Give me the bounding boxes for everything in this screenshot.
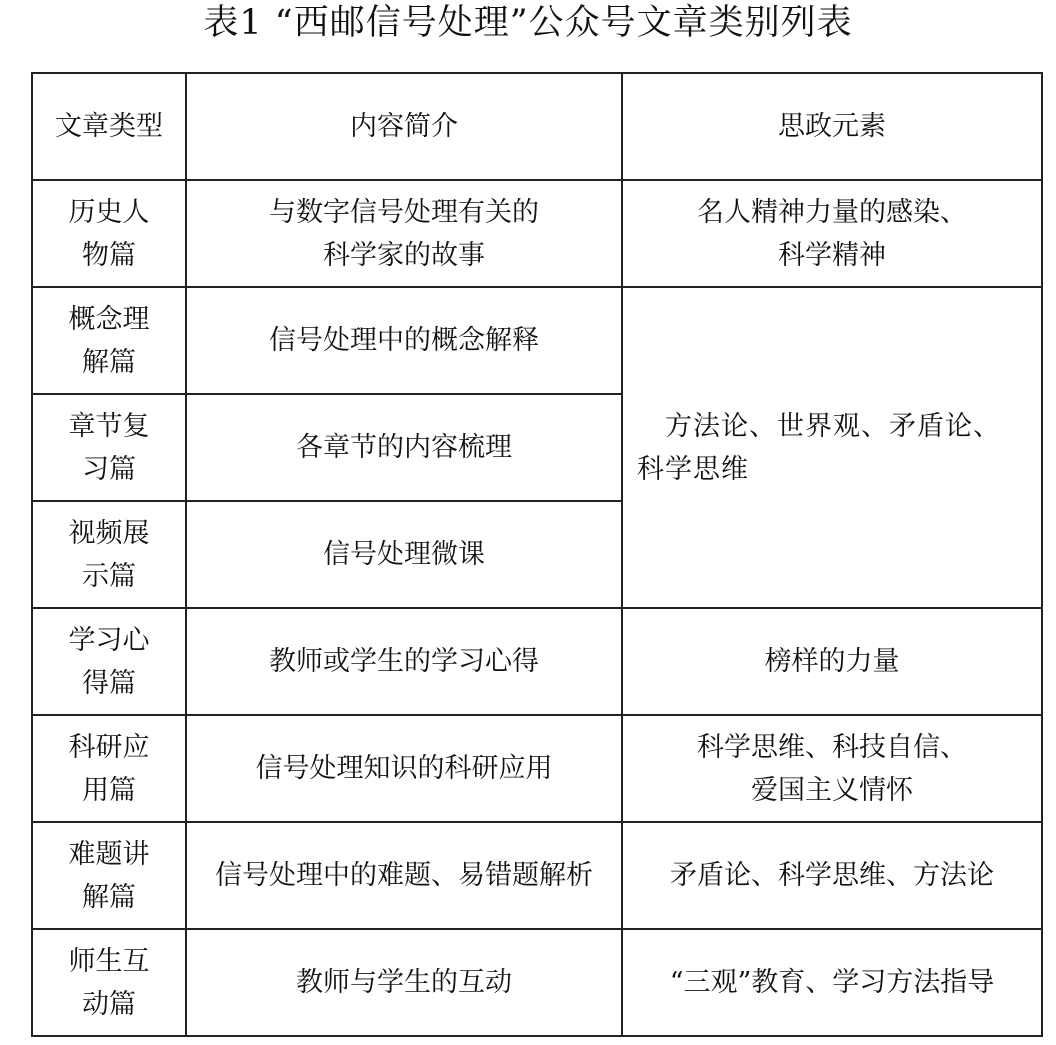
cell-article-type: 章节复 习篇 <box>32 394 186 501</box>
cell-content-summary: 信号处理微课 <box>186 501 622 608</box>
cell-ideological-elements: 科学思维、科技自信、 爱国主义情怀 <box>622 715 1042 822</box>
cell-content-summary: 信号处理中的难题、易错题解析 <box>186 822 622 929</box>
table-row <box>32 822 1042 929</box>
cell-ideological-elements: “三观”教育、学习方法指导 <box>622 929 1042 1036</box>
cell-content-summary: 各章节的内容梳理 <box>186 394 622 501</box>
table-row <box>32 180 1042 287</box>
cell-article-type: 历史人 物篇 <box>32 180 186 287</box>
cell-ideological-elements: 矛盾论、科学思维、方法论 <box>622 822 1042 929</box>
cell-content-summary: 教师或学生的学习心得 <box>186 608 622 715</box>
table-row <box>32 715 1042 822</box>
cell-content-summary: 信号处理知识的科研应用 <box>186 715 622 822</box>
cell-article-type: 视频展 示篇 <box>32 501 186 608</box>
cell-ideological-elements: 名人精神力量的感染、 科学精神 <box>622 180 1042 287</box>
cell-merged-ideological-elements <box>622 287 1042 608</box>
header-content-summary: 内容简介 <box>186 73 622 180</box>
table-row <box>32 608 1042 715</box>
cell-article-type: 难题讲 解篇 <box>32 822 186 929</box>
merged-elements-text: 方法论、世界观、矛盾论、科学思维 <box>637 410 1001 485</box>
header-ideological-elements: 思政元素 <box>622 73 1042 180</box>
cell-content-summary: 与数字信号处理有关的 科学家的故事 <box>186 180 622 287</box>
table-title: 表1 “西邮信号处理”公众号文章类别列表 <box>203 3 853 43</box>
table-row <box>32 287 1042 394</box>
cell-article-type: 学习心 得篇 <box>32 608 186 715</box>
cell-ideological-elements: 榜样的力量 <box>622 608 1042 715</box>
header-article-type: 文章类型 <box>32 73 186 180</box>
cell-content-summary: 教师与学生的互动 <box>186 929 622 1036</box>
cell-article-type: 概念理 解篇 <box>32 287 186 394</box>
cell-content-summary: 信号处理中的概念解释 <box>186 287 622 394</box>
article-category-table <box>31 72 1043 1037</box>
cell-article-type: 科研应 用篇 <box>32 715 186 822</box>
table-header-row <box>32 73 1042 180</box>
cell-article-type: 师生互 动篇 <box>32 929 186 1036</box>
table-row <box>32 929 1042 1036</box>
